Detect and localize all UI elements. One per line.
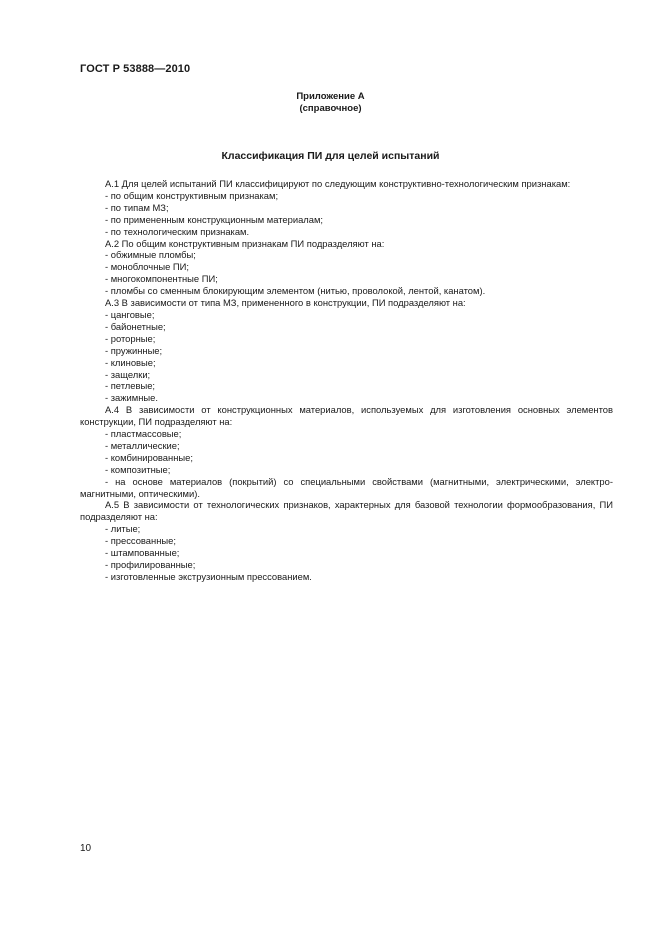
list-item: - цанговые; [105, 308, 155, 320]
list-item: - байонетные; [105, 320, 166, 332]
list-item: - комбинированные; [105, 451, 193, 463]
standard-header: ГОСТ Р 53888—2010 [80, 63, 191, 75]
list-item: - многокомпонентные ПИ; [105, 273, 218, 285]
list-item: - обжимные пломбы; [105, 249, 196, 261]
list-item: - защелки; [105, 368, 151, 380]
list-item: - по типам МЗ; [105, 201, 169, 213]
appendix-heading [0, 91, 661, 115]
list-item: - пружинные; [105, 344, 163, 356]
list-item: - прессованные; [105, 535, 176, 547]
list-item: - зажимные. [105, 392, 158, 404]
list-item: - роторные; [105, 332, 156, 344]
list-item: - металлические; [105, 439, 180, 451]
list-item: - литые; [105, 523, 141, 535]
list-item: - моноблочные ПИ; [105, 261, 190, 273]
list-item: - пломбы со сменным блокирующим элементом (нитью, проволокой, лентой, канатом). [105, 285, 486, 297]
list-item: - штампованные; [105, 547, 180, 559]
list-item: - пластмассовые; [105, 428, 182, 440]
paragraph: А.2 По общим конструктивным признакам ПИ подразделяют на: [105, 237, 385, 249]
paragraph: - на основе материалов (покрытий) со специальными свойствами (магнитными, электрическими, электро-магнитными, оптическими). [80, 475, 613, 499]
list-item: - по технологическим признакам. [105, 225, 250, 237]
paragraph: А.1 Для целей испытаний ПИ классифицируют по следующим конструктивно-технологическим признакам: [105, 178, 571, 189]
list-item: - по общим конструктивным признакам; [105, 189, 279, 201]
list-item: - по примененным конструкционным материалам; [105, 213, 324, 225]
list-item: - изготовленные экструзионным прессованием. [105, 570, 312, 582]
list-item: - профилированные; [105, 559, 196, 570]
document-body [80, 178, 613, 583]
appendix-title: Приложение А [296, 91, 365, 102]
paragraph: А.3 В зависимости от типа МЗ, примененного в конструкции, ПИ подразделяют на: [105, 297, 466, 309]
list-item: - петлевые; [105, 380, 156, 392]
appendix-subtitle: (справочное) [299, 103, 362, 114]
page-number: 10 [80, 843, 92, 854]
paragraph: А.4 В зависимости от конструкционных материалов, используемых для изготовления основных элементов конструкции, ПИ подразделяют на: [80, 404, 613, 428]
list-item: - клиновые; [105, 356, 156, 368]
paragraph: А.5 В зависимости от технологических признаков, характерных для базовой технологии формообразования, ПИ подразделяют на: [80, 499, 613, 523]
section-title: Классификация ПИ для целей испытаний [221, 150, 440, 162]
list-item: - композитные; [105, 463, 171, 475]
